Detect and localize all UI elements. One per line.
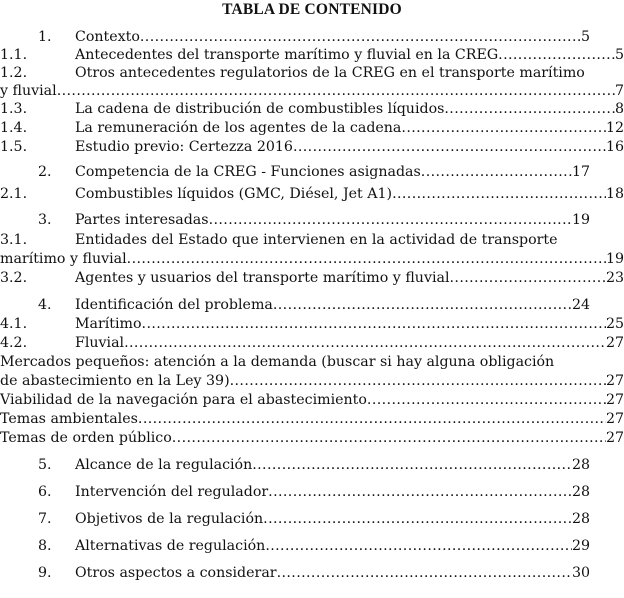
entry-text: Temas ambientales bbox=[0, 411, 138, 427]
toc-entry[interactable] bbox=[0, 315, 624, 333]
toc-entry[interactable] bbox=[38, 456, 590, 474]
toc-entry[interactable] bbox=[0, 185, 624, 203]
toc-entry[interactable] bbox=[38, 211, 590, 229]
dot-leader bbox=[263, 510, 572, 528]
entry-page: 12 bbox=[605, 120, 624, 136]
entry-text-continued: de abastecimiento en la Ley 39) bbox=[0, 373, 230, 389]
entry-number: 4.1. bbox=[0, 316, 28, 332]
entry-text: Partes interesadas bbox=[75, 212, 209, 228]
entry-page: 28 bbox=[571, 457, 590, 473]
toc-entry-line1[interactable] bbox=[0, 64, 624, 82]
dot-leader bbox=[140, 28, 581, 46]
entry-page: 5 bbox=[614, 47, 624, 63]
entry-text: Objetivos de la regulación bbox=[75, 511, 264, 527]
entry-page: 16 bbox=[605, 139, 624, 155]
toc-entry[interactable] bbox=[38, 28, 590, 46]
dot-leader bbox=[268, 483, 572, 501]
entry-text: Contexto bbox=[75, 29, 140, 45]
entry-text: Competencia de la CREG - Funciones asignadas bbox=[75, 164, 421, 180]
toc-entry-line1[interactable] bbox=[0, 353, 624, 371]
entry-page: 19 bbox=[605, 251, 624, 267]
entry-page: 27 bbox=[605, 411, 624, 427]
entry-text-continued: marítimo y fluvial bbox=[0, 251, 127, 267]
dot-leader bbox=[367, 391, 606, 409]
toc-entry[interactable] bbox=[38, 296, 590, 314]
toc-entry[interactable] bbox=[0, 46, 624, 64]
dot-leader bbox=[209, 211, 572, 229]
toc-entry-line1[interactable] bbox=[0, 231, 624, 249]
entry-page: 7 bbox=[614, 83, 624, 99]
entry-number: 4.2. bbox=[0, 335, 28, 351]
entry-number: 2. bbox=[38, 164, 52, 180]
dot-leader bbox=[265, 537, 572, 555]
dot-leader bbox=[127, 250, 606, 268]
entry-page: 8 bbox=[614, 101, 624, 117]
entry-number: 7. bbox=[38, 511, 52, 527]
entry-number: 9. bbox=[38, 565, 52, 581]
entry-text: Estudio previo: Certezza 2016 bbox=[75, 139, 293, 155]
toc-entry[interactable] bbox=[38, 163, 590, 181]
entry-page: 19 bbox=[571, 212, 590, 228]
toc-entry[interactable] bbox=[0, 119, 624, 137]
toc-entry[interactable] bbox=[0, 391, 624, 409]
toc-entry[interactable] bbox=[38, 483, 590, 501]
dot-leader bbox=[498, 46, 615, 64]
entry-number: 2.1. bbox=[0, 186, 28, 202]
entry-page: 25 bbox=[605, 316, 624, 332]
entry-text: Entidades del Estado que intervienen en la actividad de transporte bbox=[75, 232, 558, 248]
dot-leader bbox=[444, 100, 615, 118]
entry-text: Antecedentes del transporte marítimo y fluvial en la CREG bbox=[75, 47, 499, 63]
toc-entry[interactable] bbox=[0, 334, 624, 352]
entry-text: Combustibles líquidos (GMC, Diésel, Jet A1) bbox=[75, 186, 393, 202]
toc-entry[interactable] bbox=[0, 100, 624, 118]
entry-text: Alternativas de regulación bbox=[75, 538, 266, 554]
dot-leader bbox=[142, 315, 606, 333]
entry-page: 24 bbox=[571, 297, 590, 313]
toc-title: TABLA DE CONTENIDO bbox=[222, 1, 402, 18]
entry-number: 1.3. bbox=[0, 101, 28, 117]
entry-page: 28 bbox=[571, 484, 590, 500]
toc-entry[interactable] bbox=[38, 537, 590, 555]
toc-entry[interactable] bbox=[38, 564, 590, 582]
entry-number: 1. bbox=[38, 29, 52, 45]
dot-leader bbox=[57, 82, 615, 100]
toc-entry[interactable] bbox=[0, 269, 624, 287]
entry-text: Temas de orden público bbox=[0, 430, 172, 446]
entry-number: 1.4. bbox=[0, 120, 28, 136]
entry-text: La remuneración de los agentes de la cadena bbox=[75, 120, 402, 136]
entry-text: Identificación del problema bbox=[75, 297, 273, 313]
entry-number: 8. bbox=[38, 538, 52, 554]
entry-page: 23 bbox=[605, 270, 624, 286]
entry-page: 28 bbox=[571, 511, 590, 527]
entry-number: 3.1. bbox=[0, 232, 28, 248]
dot-leader bbox=[392, 185, 606, 203]
entry-number: 1.5. bbox=[0, 139, 28, 155]
dot-leader bbox=[252, 456, 572, 474]
entry-page: 27 bbox=[605, 373, 624, 389]
dot-leader bbox=[277, 564, 572, 582]
dot-leader bbox=[230, 372, 606, 390]
entry-text: Viabilidad de la navegación para el abastecimiento bbox=[0, 392, 367, 408]
entry-text: Fluvial bbox=[75, 335, 125, 351]
toc-entry-line2[interactable] bbox=[0, 250, 624, 268]
entry-page: 5 bbox=[580, 29, 590, 45]
entry-text-continued: y fluvial bbox=[0, 83, 57, 99]
entry-number: 3.2. bbox=[0, 270, 28, 286]
toc-entry-line2[interactable] bbox=[0, 82, 624, 100]
entry-number: 1.1. bbox=[0, 47, 28, 63]
dot-leader bbox=[124, 334, 606, 352]
entry-page: 27 bbox=[605, 430, 624, 446]
entry-page: 17 bbox=[571, 164, 590, 180]
toc-entry-line2[interactable] bbox=[0, 372, 624, 390]
toc-entry[interactable] bbox=[0, 410, 624, 428]
entry-text: Agentes y usuarios del transporte marítimo y fluvial bbox=[75, 270, 450, 286]
entry-number: 3. bbox=[38, 212, 52, 228]
dot-leader bbox=[138, 410, 606, 428]
dot-leader bbox=[421, 163, 572, 181]
entry-number: 1.2. bbox=[0, 65, 28, 81]
entry-text: Alcance de la regulación bbox=[75, 457, 253, 473]
entry-text: Mercados pequeños: atención a la demanda (buscar si hay alguna obligación bbox=[0, 354, 555, 370]
entry-text: La cadena de distribución de combustibles líquidos bbox=[75, 101, 445, 117]
dot-leader bbox=[293, 138, 606, 156]
dot-leader bbox=[401, 119, 606, 137]
toc-entry[interactable] bbox=[0, 429, 624, 447]
entry-number: 4. bbox=[38, 297, 52, 313]
entry-text: Otros aspectos a considerar bbox=[75, 565, 277, 581]
dot-leader bbox=[273, 296, 572, 314]
entry-page: 30 bbox=[571, 565, 590, 581]
entry-page: 29 bbox=[571, 538, 590, 554]
entry-text: Marítimo bbox=[75, 316, 142, 332]
dot-leader bbox=[450, 269, 606, 287]
entry-text: Otros antecedentes regulatorios de la CREG en el transporte marítimo bbox=[75, 65, 585, 81]
entry-page: 27 bbox=[605, 335, 624, 351]
entry-page: 27 bbox=[605, 392, 624, 408]
dot-leader bbox=[172, 429, 606, 447]
entry-text: Intervención del regulador bbox=[75, 484, 269, 500]
entry-page: 18 bbox=[605, 186, 624, 202]
entry-number: 5. bbox=[38, 457, 52, 473]
toc-entry[interactable] bbox=[38, 510, 590, 528]
toc-entry[interactable] bbox=[0, 138, 624, 156]
entry-number: 6. bbox=[38, 484, 52, 500]
